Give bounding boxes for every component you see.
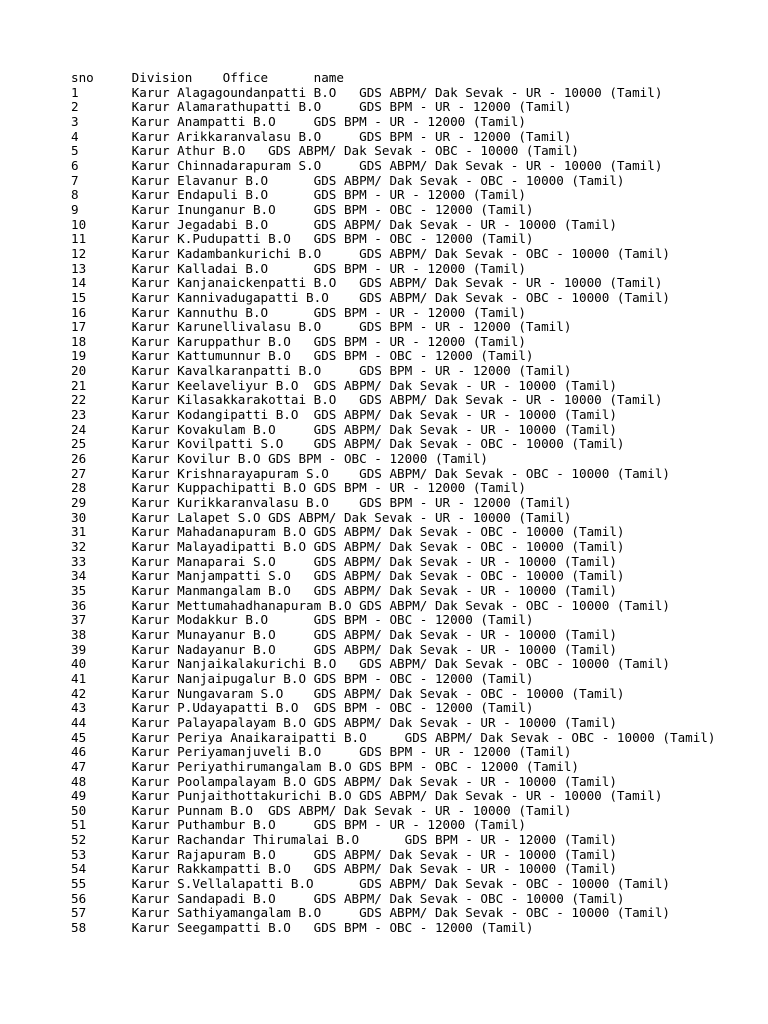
table-row: 4 Karur Arikkaranvalasu B.O GDS BPM - UR - 12000 (Tamil) xyxy=(71,128,572,144)
table-row: 28 Karur Kuppachipatti B.O GDS BPM - UR - 12000 (Tamil) xyxy=(71,480,526,496)
table-row: 7 Karur Elavanur B.O GDS ABPM/ Dak Sevak - OBC - 10000 (Tamil) xyxy=(71,172,625,188)
table-row: 49 Karur Punjaithottakurichi B.O GDS ABPM/ Dak Sevak - UR - 10000 (Tamil) xyxy=(71,788,663,804)
table-row: 51 Karur Puthambur B.O GDS BPM - UR - 12000 (Tamil) xyxy=(71,817,526,833)
table-row: 18 Karur Karuppathur B.O GDS BPM - UR - 12000 (Tamil) xyxy=(71,333,526,349)
header-line: sno Division Office name xyxy=(71,70,344,85)
table-row: 36 Karur Mettumahadhanapuram B.O GDS ABPM/ Dak Sevak - OBC - 10000 (Tamil) xyxy=(71,597,670,613)
table-row: 26 Karur Kovilur B.O GDS BPM - OBC - 12000 (Tamil) xyxy=(71,451,489,467)
table-row: 32 Karur Malayadipatti B.O GDS ABPM/ Dak Sevak - OBC - 10000 (Tamil) xyxy=(71,539,625,554)
table-row: 29 Karur Kurikkaranvalasu B.O GDS BPM - UR - 12000 (Tamil) xyxy=(71,495,572,511)
table-row: 5 Karur Athur B.O GDS ABPM/ Dak Sevak - OBC - 10000 (Tamil) xyxy=(71,143,579,159)
table-row: 56 Karur Sandapadi B.O GDS ABPM/ Dak Sevak - OBC - 10000 (Tamil) xyxy=(71,890,625,906)
table-row: 24 Karur Kovakulam B.O GDS ABPM/ Dak Sevak - UR - 10000 (Tamil) xyxy=(71,421,617,437)
table-row: 37 Karur Modakkur B.O GDS BPM - OBC - 12000 (Tamil) xyxy=(71,612,534,628)
table-row: 40 Karur Nanjaikalakurichi B.O GDS ABPM/ Dak Sevak - OBC - 10000 (Tamil) xyxy=(71,656,670,672)
document-text xyxy=(71,71,715,936)
table-row: 2 Karur Alamarathupatti B.O GDS BPM - UR - 12000 (Tamil) xyxy=(71,99,572,115)
table-row: 52 Karur Rachandar Thirumalai B.O GDS BPM - UR - 12000 (Tamil) xyxy=(71,832,617,848)
table-row: 33 Karur Manaparai S.O GDS ABPM/ Dak Sevak - UR - 10000 (Tamil) xyxy=(71,553,617,569)
table-row: 53 Karur Rajapuram B.O GDS ABPM/ Dak Sevak - UR - 10000 (Tamil) xyxy=(71,846,617,862)
table-row: 39 Karur Nadayanur B.O GDS ABPM/ Dak Sevak - UR - 10000 (Tamil) xyxy=(71,641,617,657)
table-row: 46 Karur Periyamanjuveli B.O GDS BPM - UR - 12000 (Tamil) xyxy=(71,744,572,760)
table-row: 54 Karur Rakkampatti B.O GDS ABPM/ Dak Sevak - UR - 10000 (Tamil) xyxy=(71,861,617,877)
table-row: 19 Karur Kattumunnur B.O GDS BPM - OBC - 12000 (Tamil) xyxy=(71,348,534,364)
table-row: 25 Karur Kovilpatti S.O GDS ABPM/ Dak Sevak - OBC - 10000 (Tamil) xyxy=(71,436,625,452)
table-row: 10 Karur Jegadabi B.O GDS ABPM/ Dak Sevak - UR - 10000 (Tamil) xyxy=(71,216,617,232)
table-row: 20 Karur Kavalkaranpatti B.O GDS BPM - UR - 12000 (Tamil) xyxy=(71,363,572,379)
table-row: 17 Karur Karunellivalasu B.O GDS BPM - UR - 12000 (Tamil) xyxy=(71,319,572,335)
table-row: 14 Karur Kanjanaickenpatti B.O GDS ABPM/ Dak Sevak - UR - 10000 (Tamil) xyxy=(71,275,663,291)
table-row: 16 Karur Kannuthu B.O GDS BPM - UR - 12000 (Tamil) xyxy=(71,304,526,320)
table-row: 41 Karur Nanjaipugalur B.O GDS BPM - OBC - 12000 (Tamil) xyxy=(71,670,534,686)
table-row: 44 Karur Palayapalayam B.O GDS ABPM/ Dak Sevak - UR - 10000 (Tamil) xyxy=(71,714,617,730)
table-row: 11 Karur K.Pudupatti B.O GDS BPM - OBC - 12000 (Tamil) xyxy=(71,231,534,247)
table-row: 43 Karur P.Udayapatti B.O GDS BPM - OBC - 12000 (Tamil) xyxy=(71,700,534,716)
table-row: 15 Karur Kannivadugapatti B.O GDS ABPM/ Dak Sevak - OBC - 10000 (Tamil) xyxy=(71,289,670,305)
table-row: 3 Karur Anampatti B.O GDS BPM - UR - 12000 (Tamil) xyxy=(71,113,526,129)
table-row: 48 Karur Poolampalayam B.O GDS ABPM/ Dak Sevak - UR - 10000 (Tamil) xyxy=(71,773,617,789)
table-row: 27 Karur Krishnarayapuram S.O GDS ABPM/ Dak Sevak - OBC - 10000 (Tamil) xyxy=(71,465,670,481)
table-row: 9 Karur Inunganur B.O GDS BPM - OBC - 12000 (Tamil) xyxy=(71,201,534,217)
table-row: 23 Karur Kodangipatti B.O GDS ABPM/ Dak Sevak - UR - 10000 (Tamil) xyxy=(71,407,617,423)
table-row: 38 Karur Munayanur B.O GDS ABPM/ Dak Sevak - UR - 10000 (Tamil) xyxy=(71,626,617,642)
table-row: 12 Karur Kadambankurichi B.O GDS ABPM/ Dak Sevak - OBC - 10000 (Tamil) xyxy=(71,245,670,261)
table-row: 50 Karur Punnam B.O GDS ABPM/ Dak Sevak - UR - 10000 (Tamil) xyxy=(71,802,572,818)
table-row: 31 Karur Mahadanapuram B.O GDS ABPM/ Dak Sevak - OBC - 10000 (Tamil) xyxy=(71,524,625,540)
table-row: 21 Karur Keelaveliyur B.O GDS ABPM/ Dak Sevak - UR - 10000 (Tamil) xyxy=(71,377,617,393)
table-row: 45 Karur Periya Anaikaraipatti B.O GDS ABPM/ Dak Sevak - OBC - 10000 (Tamil) xyxy=(71,729,716,745)
table-row: 34 Karur Manjampatti S.O GDS ABPM/ Dak Sevak - OBC - 10000 (Tamil) xyxy=(71,568,625,584)
table-row: 13 Karur Kalladai B.O GDS BPM - UR - 12000 (Tamil) xyxy=(71,260,526,276)
table-row: 58 Karur Seegampatti B.O GDS BPM - OBC - 12000 (Tamil) xyxy=(71,920,534,936)
table-row: 55 Karur S.Vellalapatti B.O GDS ABPM/ Dak Sevak - OBC - 10000 (Tamil) xyxy=(71,876,670,892)
table-row: 35 Karur Manmangalam B.O GDS ABPM/ Dak Sevak - UR - 10000 (Tamil) xyxy=(71,582,617,598)
table-row: 6 Karur Chinnadarapuram S.O GDS ABPM/ Dak Sevak - UR - 10000 (Tamil) xyxy=(71,157,663,173)
table-row: 57 Karur Sathiyamangalam B.O GDS ABPM/ Dak Sevak - OBC - 10000 (Tamil) xyxy=(71,905,670,921)
table-row: 30 Karur Lalapet S.O GDS ABPM/ Dak Sevak - UR - 10000 (Tamil) xyxy=(71,509,572,525)
table-row: 42 Karur Nungavaram S.O GDS ABPM/ Dak Sevak - OBC - 10000 (Tamil) xyxy=(71,685,625,701)
table-row: 1 Karur Alagagoundanpatti B.O GDS ABPM/ Dak Sevak - UR - 10000 (Tamil) xyxy=(71,84,663,100)
table-row: 47 Karur Periyathirumangalam B.O GDS BPM - OBC - 12000 (Tamil) xyxy=(71,758,579,774)
table-row: 22 Karur Kilasakkarakottai B.O GDS ABPM/ Dak Sevak - UR - 10000 (Tamil) xyxy=(71,392,663,408)
table-row: 8 Karur Endapuli B.O GDS BPM - UR - 12000 (Tamil) xyxy=(71,187,526,203)
